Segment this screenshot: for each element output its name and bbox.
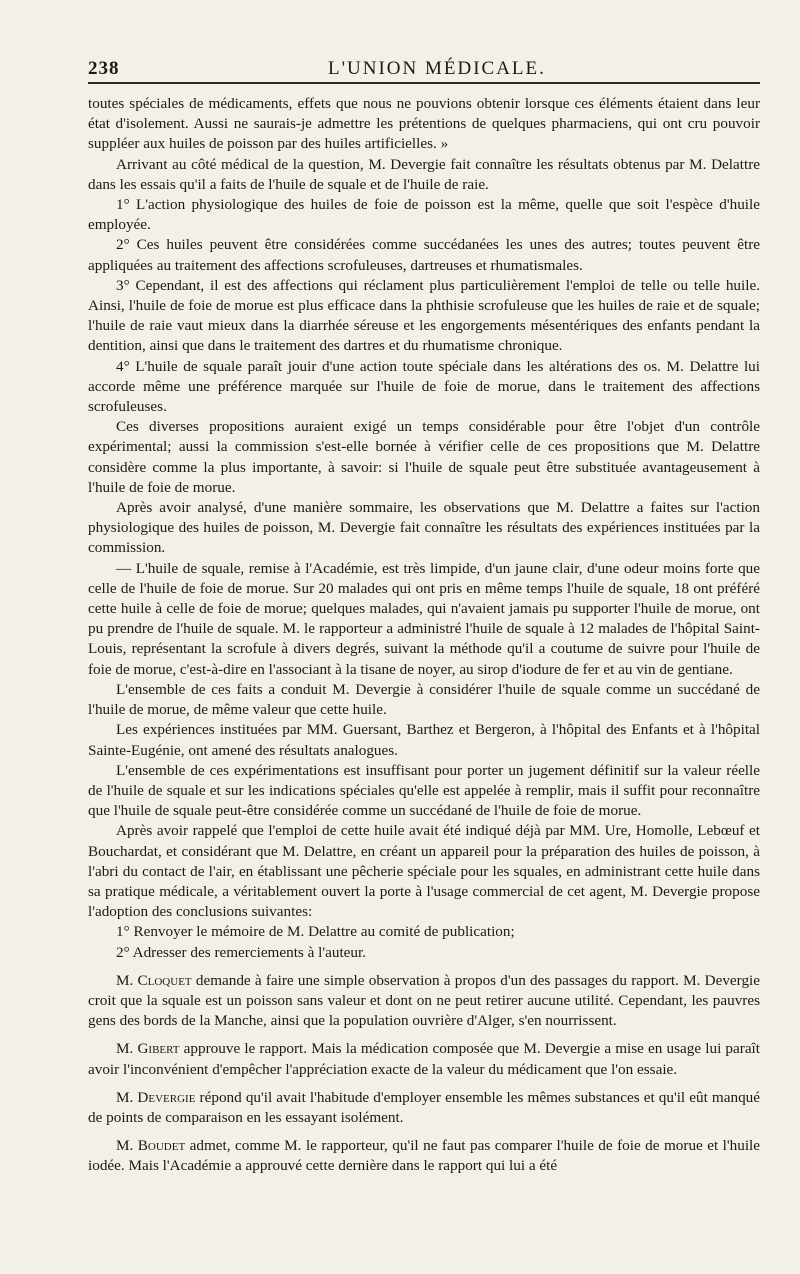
paragraph: M. Gibert approuve le rapport. Mais la médication composée que M. Devergie a mise en usage lui paraît avoir l'inconvénient d'empêcher l'appréciation exacte de la valeur du médicament que l'on essaie. bbox=[88, 1040, 760, 1078]
paragraph: 1° Renvoyer le mémoire de M. Delattre au comité de publication; bbox=[116, 923, 515, 941]
paragraph: Les expériences instituées par MM. Guersant, Barthez et Bergeron, à l'hôpital des Enfants et à l'hôpital Sainte-Eugénie, ont amené des résultats analogues. bbox=[88, 721, 760, 759]
speaker-name: M. Devergie bbox=[116, 1088, 196, 1106]
speaker-name: M. Gibert bbox=[116, 1040, 180, 1058]
paragraph: L'ensemble de ces expérimentations est insuffisant pour porter un jugement définitif sur la valeur réelle de l'huile de squale et sur les indications spéciales qu'elle est appelée à remplir, mais il suffit pour reconnaître que l'huile de squale peut-être considérée comme un succédané de l'huile de foie de morue. bbox=[88, 761, 760, 820]
paragraph: Après avoir rappelé que l'emploi de cette huile avait été indiqué déjà par MM. Ure, Homolle, Lebœuf et Bouchardat, et considérant que M. Delattre, en créant un appareil pour la préparation des huiles de poisson, à l'abri du contact de l'air, en établissant une pêcherie spéciale pour les squales, en administrant cette huile dans sa pratique médicale, a véritablement ouvert la porte à l'usage commercial de cet agent, M. Devergie propose l'adoption des conclusions suivantes: bbox=[88, 822, 760, 921]
page-header bbox=[88, 52, 760, 82]
paragraph: Après avoir analysé, d'une manière sommaire, les observations que M. Delattre a faites sur l'action physiologique des huiles de poisson, M. Devergie fait connaître les résultats des expériences instituées par la commission. bbox=[88, 499, 760, 557]
paragraph: 3° Cependant, il est des affections qui réclament plus particulièrement l'emploi de telle ou telle huile. Ainsi, l'huile de foie de morue est plus efficace dans la phthisie scrofuleuse que les huiles de raie et de squale; l'huile de raie vaut mieux dans la diarrhée séreuse et les engorgements mésentériques des enfants pendant la dentition, ainsi que dans le traitement des dartres et du rhumatisme chronique. bbox=[88, 276, 760, 355]
running-title: L'UNION MÉDICALE. bbox=[328, 58, 546, 79]
header-rule bbox=[88, 82, 760, 84]
paragraph: L'ensemble de ces faits a conduit M. Devergie à considérer l'huile de squale comme un succédané de l'huile de morue, de même valeur que cette huile. bbox=[88, 680, 760, 719]
paragraph: 2° Adresser des remerciements à l'auteur. bbox=[116, 943, 367, 961]
body-text bbox=[88, 94, 760, 1177]
paragraph: — L'huile de squale, remise à l'Académie, est très limpide, d'un jaune clair, d'une odeur moins forte que celle de l'huile de foie de morue. Sur 20 malades qui ont pris en même temps l'huile de squale, 18 ont préféré cette huile à celle de foie de morue; quelques malades, qui n'avaient jamais pu supporter l'huile de morue, ont pu prendre de l'huile de squale. M. le rapporteur a administré l'huile de squale à 12 malades de l'hôpital Saint-Louis, représentant la scrofule à divers degrés, suivant la méthode qu'il a coutume de suivre pour l'huile de foie de morue, c'est-à-dire en l'associant à la tisane de noyer, au sirop d'iodure de fer et au vin de gentiane. bbox=[88, 559, 760, 678]
paragraph: Ces diverses propositions auraient exigé un temps considérable pour être l'objet d'un contrôle expérimental; aussi la commission s'est-elle bornée à vérifier celle de ces propositions que M. Delattre considère comme la plus importante, à savoir: si l'huile de squale peut être substituée avantageusement à l'huile de foie de morue. bbox=[88, 418, 760, 496]
paragraph: M. Boudet admet, comme M. le rapporteur, qu'il ne faut pas comparer l'huile de foie de morue et l'huile iodée. Mais l'Académie a approuvé cette dernière dans le rapport qui lui a été bbox=[88, 1137, 760, 1175]
paragraph: M. Cloquet demande à faire une simple observation à propos d'un des passages du rapport. M. Devergie croit que la squale est un poisson sans valeur et dont on ne peut retirer aucune utilité. Cependant, les pauvres gens des bords de la Manche, ainsi que la population ouvrière d'Alger, s'en nourrissent. bbox=[88, 971, 761, 1030]
speaker-name: M. Cloquet bbox=[116, 971, 192, 989]
paragraph: 1° L'action physiologique des huiles de foie de poisson est la même, quelle que soit l'espèce d'huile employée. bbox=[88, 196, 760, 234]
paragraph: 2° Ces huiles peuvent être considérées comme succédanées les unes des autres; toutes peuvent être appliquées au traitement des affections scrofuleuses, dartreuses et rhumatismales. bbox=[88, 236, 760, 274]
speaker-name: M. Boudet bbox=[116, 1137, 186, 1155]
paragraph: toutes spéciales de médicaments, effets que nous ne pouvions obtenir lorsque ces éléments étaient dans leur état d'isolement. Aussi ne saurais-je admettre les prétentions de quelques pharmaciens, qui ont cru pouvoir suppléer aux huiles de poisson par des huiles artificielles. » bbox=[88, 95, 760, 153]
paragraph: M. Devergie répond qu'il avait l'habitude d'employer ensemble les mêmes substances et qu'il eût manqué de points de comparaison en les essayant isolément. bbox=[88, 1088, 760, 1126]
paragraph: 4° L'huile de squale paraît jouir d'une action toute spéciale dans les altérations des os. M. Delattre lui accorde même une préférence marquée sur l'huile de foie de morue, dans le traitement des affections scrofuleuses. bbox=[88, 357, 760, 416]
page-number: 238 bbox=[88, 58, 120, 79]
paragraph: Arrivant au côté médical de la question, M. Devergie fait connaître les résultats obtenus par M. Delattre dans les essais qu'il a faits de l'huile de squale et de l'huile de raie. bbox=[88, 155, 760, 193]
